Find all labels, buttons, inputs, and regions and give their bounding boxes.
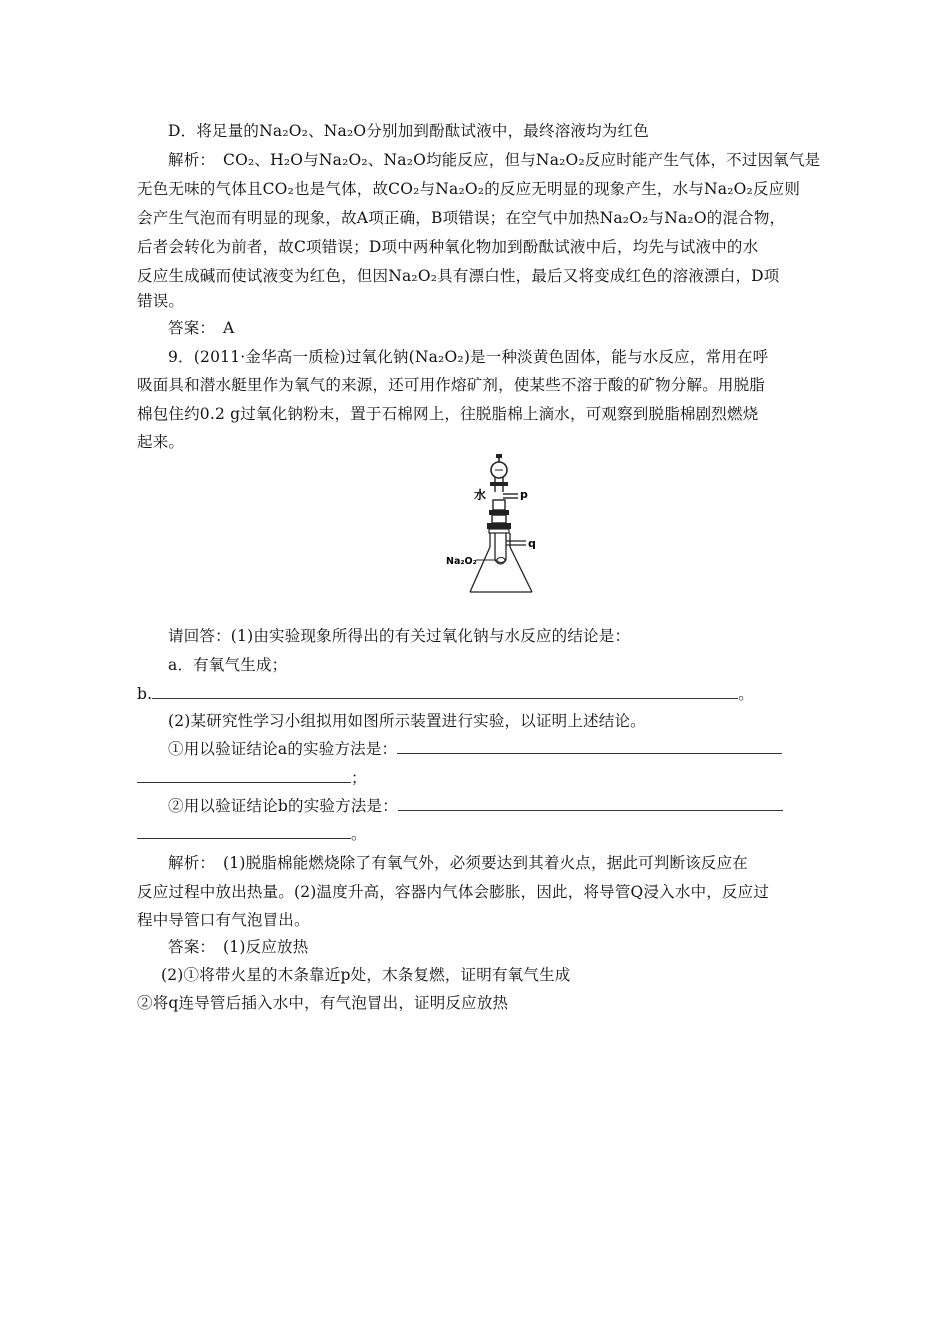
- method-a-line: [168, 739, 782, 759]
- analysis-2-line-1: 解析： (1)脱脂棉能燃烧除了有氧气外，必须要达到其着火点，据此可判断该反应在: [168, 854, 749, 872]
- answer-2-line-2: (2)①将带火星的木条靠近p处，木条复燃，证明有氧气生成: [161, 966, 571, 984]
- analysis-2-line-3: 程中导管口有气泡冒出。: [137, 911, 310, 929]
- analysis-1-line-4: 后者会转化为前者，故C项错误；D项中两种氧化物加到酚酞试液中后，均先与试液中的水: [137, 238, 759, 256]
- p-label: p: [520, 488, 528, 501]
- conclusion-a: a．有氧气生成；: [168, 656, 288, 674]
- analysis-2-line-2: 反应过程中放出热量。(2)温度升高，容器内气体会膨胀，因此，将导管Q浸入水中，反应过: [137, 883, 770, 901]
- conclusion-b-period: 。: [738, 685, 754, 703]
- part-2: (2)某研究性学习小组拟用如图所示装置进行实验，以证明上述结论。: [168, 712, 646, 730]
- answer-2-line-1: 答案： (1)反应放热: [168, 938, 309, 956]
- q-label: q: [528, 537, 536, 550]
- answer-2-line-3: ②将q连导管后插入水中，有气泡冒出，证明反应放热: [137, 994, 509, 1012]
- answer-1: 答案： A: [168, 319, 235, 337]
- option-d: D．将足量的Na₂O₂、Na₂O分别加到酚酞试液中，最终溶液均为红色: [168, 122, 649, 140]
- method-a-blank-1: [397, 739, 782, 754]
- conclusion-b-line: [137, 684, 754, 704]
- method-b-period: 。: [351, 825, 367, 843]
- method-a-semicolon: ；: [351, 769, 367, 787]
- method-a-line-2: [137, 768, 367, 788]
- water-label: 水: [474, 488, 487, 502]
- analysis-1-line-6: 错误。: [137, 292, 185, 310]
- analysis-1-line-3: 会产生气泡而有明显的现象，故A项正确，B项错误；在空气中加热Na₂O₂与Na₂O的混合物，: [137, 209, 786, 227]
- question-9-line-4: 起来。: [137, 433, 185, 451]
- conclusion-b-label: b.: [137, 685, 153, 703]
- ask-line: 请回答：(1)由实验现象所得出的有关过氧化钠与水反应的结论是：: [168, 627, 631, 645]
- conclusion-b-blank: [152, 684, 738, 699]
- method-b-blank-2: [137, 824, 351, 839]
- question-9-line-3: 棉包住约0.2 g过氧化钠粉末，置于石棉网上，往脱脂棉上滴水，可观察到脱脂棉剧烈燃烧: [137, 405, 759, 423]
- method-a-blank-2: [137, 768, 351, 783]
- method-b-blank-1: [398, 796, 783, 811]
- method-b-label: ②用以验证结论b的实验方法是：: [168, 797, 398, 815]
- method-b-line: [168, 796, 783, 816]
- question-9-line-1: 9．(2011·金华高一质检)过氧化钠(Na₂O₂)是一种淡黄色固体，能与水反应，常用在呼: [168, 348, 769, 366]
- question-9-line-2: 吸面具和潜水艇里作为氧气的来源，还可用作熔矿剂，使某些不溶于酸的矿物分解。用脱脂: [137, 376, 766, 394]
- analysis-1-line-5: 反应生成碱而使试液变为红色，但因Na₂O₂具有漂白性，最后又将变成红色的溶液漂白，D项: [137, 267, 780, 285]
- na2o2-label: Na₂O₂: [446, 556, 477, 567]
- analysis-1-line-2: 无色无味的气体且CO₂也是气体，故CO₂与Na₂O₂的反应无明显的现象产生，水与Na₂O₂反应则: [137, 180, 801, 198]
- method-b-line-2: [137, 824, 367, 844]
- analysis-1-line-1: 解析： CO₂、H₂O与Na₂O₂、Na₂O均能反应，但与Na₂O₂反应时能产生气体，不过因氧气是: [168, 151, 821, 169]
- method-a-label: ①用以验证结论a的实验方法是：: [168, 740, 398, 758]
- apparatus-figure: [440, 452, 560, 602]
